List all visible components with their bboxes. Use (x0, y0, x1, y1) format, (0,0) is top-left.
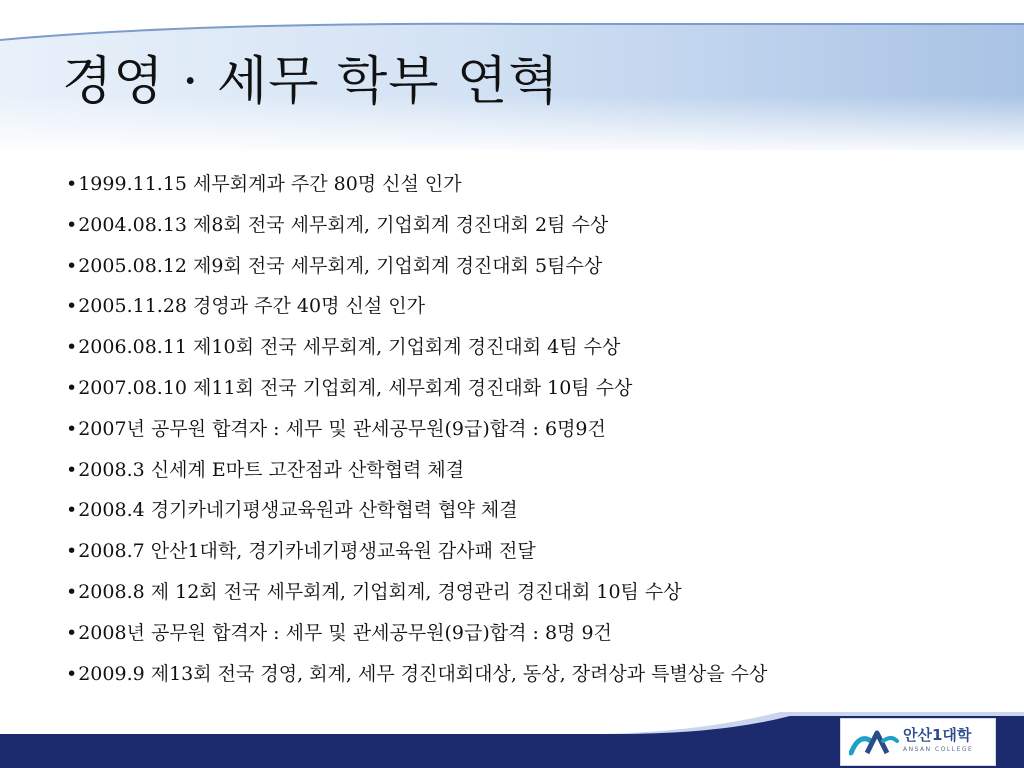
college-logo (840, 718, 996, 766)
history-item-2008-07: • 2008.7 안산1대학, 경기카네기평생교육원 감사패 전달 (66, 531, 767, 572)
history-list (66, 164, 767, 694)
logo-name: 안산1대학 (903, 726, 972, 744)
history-item-2004-08: • 2004.08.13 제8회 전국 세무회계, 기업회계 경진대회 2팀 수상 (66, 205, 767, 246)
history-item-2006-08: • 2006.08.11 제10회 전국 세무회계, 기업회계 경진대회 4팀 수상 (66, 327, 767, 368)
history-item-2008-exam: • 2008년 공무원 합격자 : 세무 및 관세공무원(9급)합격 : 8명 9건 (66, 613, 767, 654)
page-title: 경영 · 세무 학부 연혁 (62, 52, 560, 112)
history-item-1999-11: • 1999.11.15 세무회계과 주간 80명 신설 인가 (66, 164, 767, 205)
history-item-2007-exam: • 2007년 공무원 합격자 : 세무 및 관세공무원(9급)합격 : 6명9건 (66, 409, 767, 450)
ansan-college-logo-icon (849, 727, 899, 757)
history-item-2008-08: • 2008.8 제 12회 전국 세무회계, 기업회계, 경영관리 경진대회 10팀 수상 (66, 572, 767, 613)
history-item-2005-08: • 2005.08.12 제9회 전국 세무회계, 기업회계 경진대회 5팀수상 (66, 246, 767, 287)
logo-subtitle: ANSAN COLLEGE (903, 746, 974, 753)
history-item-2008-03: • 2008.3 신세계 E마트 고잔점과 산학협력 체결 (66, 450, 767, 491)
history-item-2007-08: • 2007.08.10 제11회 전국 기업회계, 세무회계 경진대화 10팀 수상 (66, 368, 767, 409)
history-item-2005-11: • 2005.11.28 경영과 주간 40명 신설 인가 (66, 286, 767, 327)
history-item-2008-04: • 2008.4 경기카네기평생교육원과 산학협력 협약 체결 (66, 490, 767, 531)
history-item-2009-09: • 2009.9 제13회 전국 경영, 회계, 세무 경진대회대상, 동상, 장려상과 특별상을 수상 (66, 654, 767, 695)
